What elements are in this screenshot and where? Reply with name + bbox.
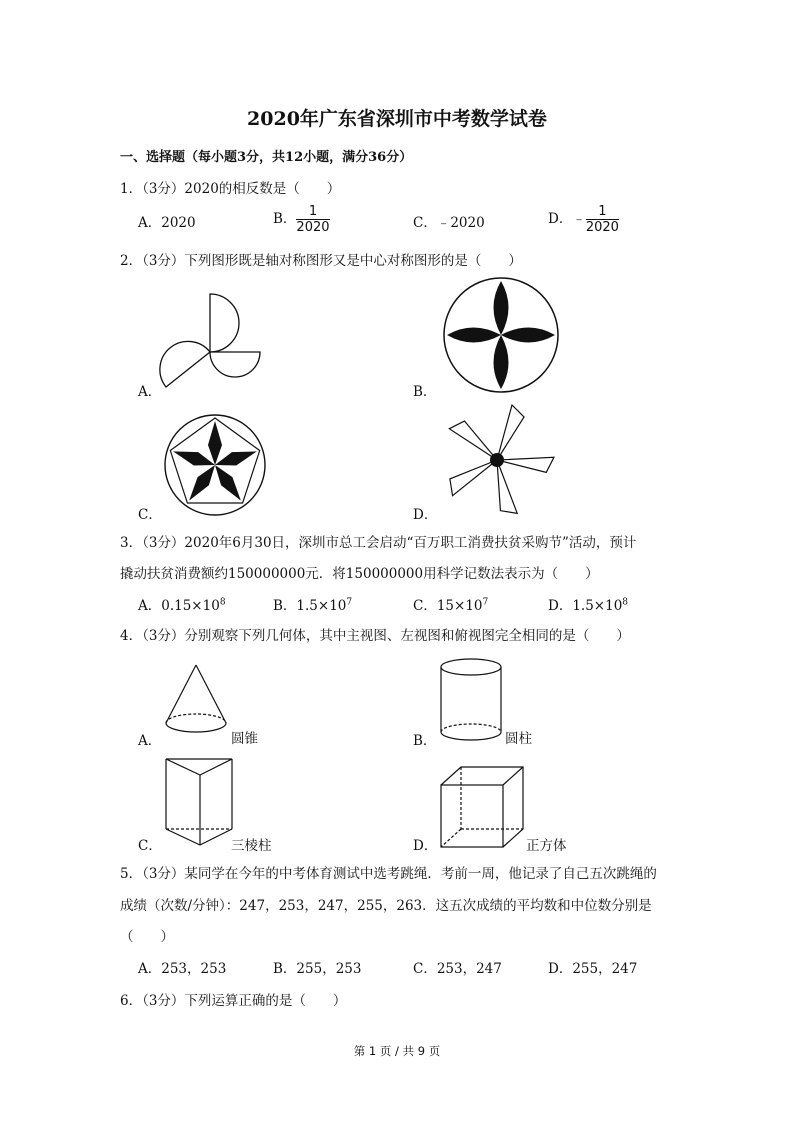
q4-figure-a-cone: [162, 663, 232, 743]
q1-option-d: [548, 204, 619, 235]
q1-option-d-fraction: [586, 204, 619, 235]
q3-option-d-exponent: 8: [622, 597, 629, 608]
q4-figure-c-triangular-prism: [164, 757, 238, 849]
question-1-stem: 1．（3分）2020的相反数是（ ）: [120, 181, 341, 197]
q5-option-a: A．253，253: [138, 961, 227, 977]
q4-option-d-name: 正方体: [526, 838, 567, 854]
q4-option-d: D．: [413, 838, 438, 854]
question-3-line-1: 3．（3分）2020年6月30日，深圳市总工会启动“百万职工消费扶贫采购节”活动，预计: [120, 535, 637, 551]
q3-option-a-exponent: 8: [219, 597, 226, 608]
q3-option-b-exponent: 7: [346, 597, 353, 608]
q3-option-d: [548, 594, 628, 614]
fraction-denominator: 2020: [585, 220, 619, 235]
q3-option-b-base: B．1.5×10: [273, 598, 347, 614]
question-5-line-1: 5．（3分）某同学在今年的中考体育测试中选考跳绳．考前一周，他记录了自己五次跳绳的: [120, 866, 657, 882]
q2-figure-b-petal-circle: [441, 275, 561, 395]
q4-option-c: C．: [138, 838, 162, 854]
q4-figure-b-cylinder: [439, 657, 505, 747]
question-3-line-2: 撬动扶贫消费额约150000000元．将150000000用科学记数法表示为（ ）: [120, 566, 599, 582]
q4-option-a: A．: [138, 733, 162, 749]
q1-option-b-prefix: B．: [273, 211, 297, 227]
q2-figure-a-pinwheel: [160, 292, 270, 392]
question-5-line-3: （ ）: [120, 929, 174, 945]
q5-option-d: D．255，247: [548, 961, 638, 977]
q2-option-d: D．: [413, 507, 438, 523]
q3-option-c: [413, 594, 488, 614]
q3-option-c-exponent: 7: [482, 597, 489, 608]
q1-option-b: [273, 204, 330, 235]
page-title: 2020年广东省深圳市中考数学试卷: [247, 108, 547, 130]
q4-option-b-name: 圆柱: [505, 731, 532, 747]
q5-option-c: C．253，247: [413, 961, 502, 977]
q3-option-b: [273, 594, 352, 614]
q4-figure-d-cube: [439, 765, 525, 849]
q2-figure-c-pentagon-star: [163, 413, 267, 517]
q2-option-b: B．: [413, 384, 437, 400]
q2-figure-d-windmill: [440, 403, 554, 517]
q1-option-d-prefix: D．﹣: [548, 211, 586, 227]
q4-option-b: B．: [413, 733, 437, 749]
fraction-numerator: 1: [296, 204, 329, 220]
q1-option-c: C．﹣2020: [413, 215, 485, 231]
fraction-denominator: 2020: [296, 220, 330, 235]
page-footer: 第 1 页 / 共 9 页: [353, 1044, 441, 1058]
question-6-stem: 6．（3分）下列运算正确的是（ ）: [120, 993, 347, 1009]
question-2-stem: 2．（3分）下列图形既是轴对称图形又是中心对称图形的是（ ）: [120, 253, 522, 269]
section-heading: 一、选择题（每小题3分，共12小题，满分36分）: [120, 150, 413, 165]
q1-option-a: A．2020: [138, 215, 196, 231]
q4-option-a-name: 圆锥: [231, 731, 258, 747]
q2-option-a: A．: [138, 384, 162, 400]
q3-option-c-base: C．15×10: [413, 598, 483, 614]
q3-option-d-base: D．1.5×10: [548, 598, 623, 614]
question-5-line-2: 成绩（次数/分钟）：247，253，247，255，263．这五次成绩的平均数和中位数分别是: [120, 898, 652, 914]
q5-option-b: B．255，253: [273, 961, 362, 977]
question-4-stem: 4．（3分）分别观察下列几何体，其中主视图、左视图和俯视图完全相同的是（ ）: [120, 628, 630, 644]
q1-option-b-fraction: [296, 204, 329, 235]
q4-option-c-name: 三棱柱: [231, 838, 272, 854]
q2-option-c: C．: [138, 507, 162, 523]
fraction-numerator: 1: [586, 204, 619, 220]
q3-option-a: [138, 594, 226, 614]
q3-option-a-base: A．0.15×10: [138, 598, 220, 614]
